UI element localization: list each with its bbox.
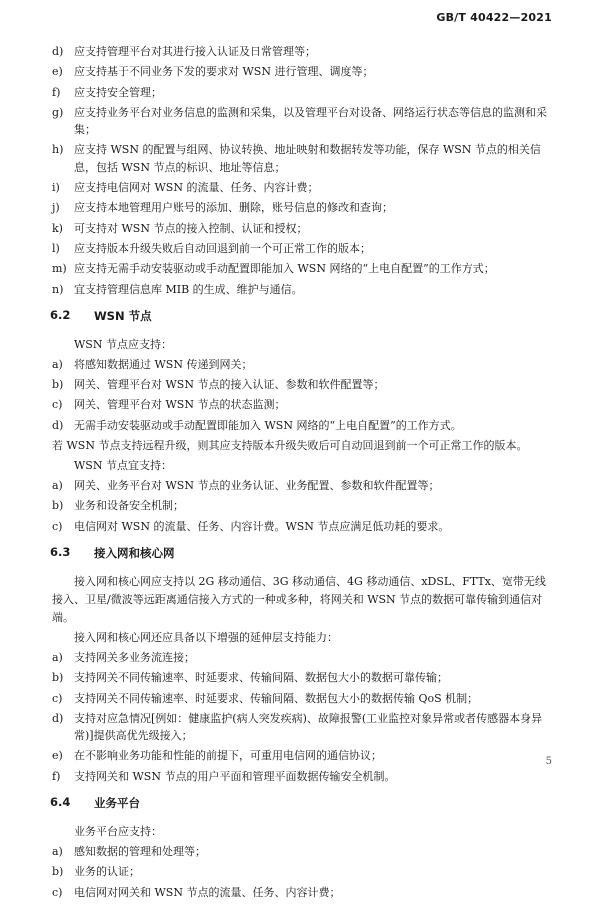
list-item: g) 应支持业务平台对业务信息的监测和采集，以及管理平台对设备、网络运行状态等信息的监测和采集； <box>52 105 547 137</box>
list-item: c) 电信网对 WSN 的流量、任务、内容计费。WSN 节点应满足低功耗的要求。 <box>52 519 450 533</box>
paragraph: 接入网和核心网还应具备以下增强的延伸层支持能力： <box>74 630 338 644</box>
list-item: a) 网关、业务平台对 WSN 节点的业务认证、业务配置、参数和软件配置等； <box>52 479 440 493</box>
section-number: 6.3 <box>50 544 71 559</box>
section-number: 6.4 <box>50 795 71 810</box>
list-item: h) 应支持 WSN 的配置与组网、协议转换、地址映射和数据转发等功能，保存 WSN 节点的相关信息，包括 WSN 节点的标识、地址等信息； <box>52 143 541 174</box>
list-item: a) 支持网关多业务流连接； <box>52 650 195 664</box>
list-item: b) 网关、管理平台对 WSN 节点的接入认证、参数和软件配置等； <box>52 378 385 392</box>
list-item: f) 应支持安全管理； <box>52 85 162 99</box>
page-number: 5 <box>545 756 552 767</box>
list-item: k) 可支持对 WSN 节点的接入控制、认证和授权； <box>52 221 308 235</box>
list-item: a) 将感知数据通过 WSN 传递到网关； <box>52 357 253 371</box>
section-title: WSN 节点 <box>94 308 152 323</box>
paragraph: 业务平台应支持： <box>74 825 162 839</box>
list-item: m) 应支持无需手动安装驱动或手动配置即能加入 WSN 网络的“上电自配置”的工作方式； <box>52 262 495 276</box>
list-item: i) 应支持电信网对 WSN 的流量、任务、内容计费； <box>52 181 319 195</box>
list-item: d) 支持对应急情况[例如：健康监护(病人突发疾病)、故障报警(工业监控对象异常或者传感器本身异常)]提供高优先级接入； <box>52 711 543 743</box>
list-item: f) 支持网关和 WSN 节点的用户平面和管理平面数据传输安全机制。 <box>52 769 396 783</box>
list-item: c) 支持网关不同传输速率、时延要求、传输间隔、数据包大小的数据传输 QoS 机制； <box>52 691 479 705</box>
paragraph: 若 WSN 节点支持远程升级，则其应支持版本升级失败后可自动回退到前一个可正常工作的版本。 <box>52 439 528 453</box>
section-heading-6-3 <box>52 545 552 561</box>
section-heading-6-2 <box>52 308 552 324</box>
list-item: n) 宜支持管理信息库 MIB 的生成、维护与通信。 <box>52 282 303 296</box>
list-item: a) 感知数据的管理和处理等； <box>52 845 206 859</box>
list-item: c) 网关、管理平台对 WSN 节点的状态监测； <box>52 398 286 412</box>
list-item: c) 电信网对网关和 WSN 节点的流量、任务、内容计费； <box>52 885 341 899</box>
list-item: d) 应支持管理平台对其进行接入认证及日常管理等； <box>52 45 316 58</box>
list-item: e) 应支持基于不同业务下发的要求对 WSN 进行管理、调度等； <box>52 65 374 79</box>
section-title: 接入网和核心网 <box>94 545 175 560</box>
list-a <box>52 43 552 298</box>
document-body <box>52 43 552 904</box>
section-title: 业务平台 <box>94 796 140 811</box>
list-item: b) 业务和设备安全机制； <box>52 499 184 513</box>
list-item: d) 无需手动安装驱动或手动配置即能加入 WSN 网络的“上电自配置”的工作方式。 <box>52 418 462 432</box>
section-heading-6-4 <box>52 795 552 811</box>
list-item: b) 支持网关不同传输速率、时延要求、传输间隔、数据包大小的数据可靠传输； <box>52 671 448 685</box>
list-item: b) 业务的认证； <box>52 865 140 879</box>
paragraph: 接入网和核心网应支持以 2G 移动通信、3G 移动通信、4G 移动通信、xDSL、FTTx、宽带无线接入、卫星/微波等远距离通信接入方式的一种或多种，将网关和 WSN 节点的数据可靠传输到通信对端。 <box>52 574 546 624</box>
paragraph: WSN 节点宜支持： <box>74 459 172 473</box>
paragraph: WSN 节点应支持： <box>74 337 172 351</box>
list-item: j) 应支持本地管理用户账号的添加、删除，账号信息的修改和查询； <box>52 201 393 215</box>
section-number: 6.2 <box>50 307 71 322</box>
standard-code-header: GB/T 40422—2021 <box>436 11 552 24</box>
list-item: l) 应支持版本升级失败后自动回退到前一个可正常工作的版本； <box>52 241 371 255</box>
list-item: e) 在不影响业务功能和性能的前提下，可重用电信网的通信协议； <box>52 749 382 763</box>
